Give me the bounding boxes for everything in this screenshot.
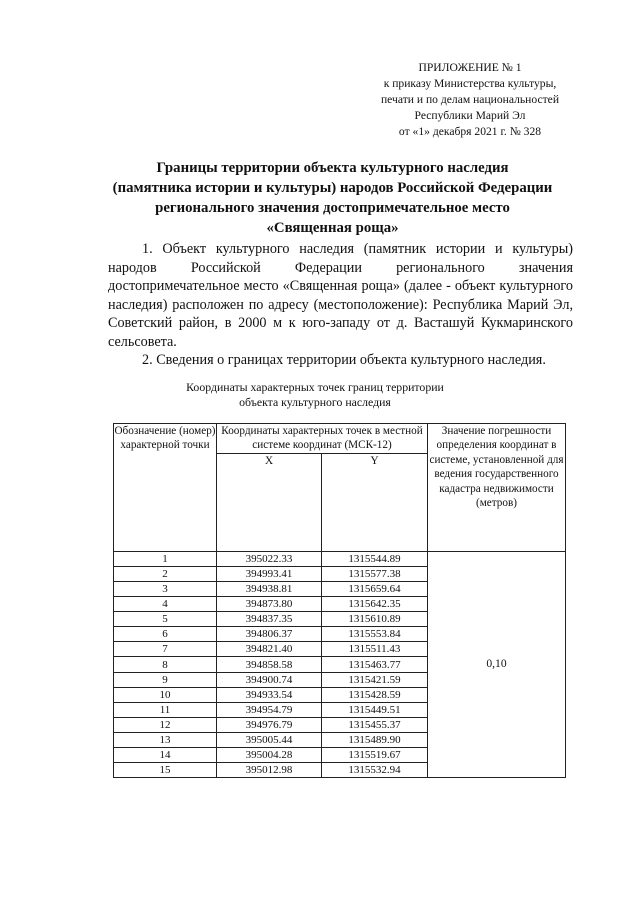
x-coordinate-cell: 394837.35 bbox=[217, 612, 322, 627]
x-coordinate-cell: 394873.80 bbox=[217, 597, 322, 612]
y-coordinate-cell: 1315421.59 bbox=[322, 672, 428, 687]
x-coordinate-cell: 394806.37 bbox=[217, 627, 322, 642]
point-number-cell: 12 bbox=[114, 717, 217, 732]
y-coordinate-cell: 1315532.94 bbox=[322, 763, 428, 778]
y-coordinate-cell: 1315455.37 bbox=[322, 717, 428, 732]
header-y: Y bbox=[322, 453, 428, 551]
point-number-cell: 9 bbox=[114, 672, 217, 687]
x-coordinate-cell: 395012.98 bbox=[217, 763, 322, 778]
point-number-cell: 6 bbox=[114, 627, 217, 642]
appendix-date: от «1» декабря 2021 г. № 328 bbox=[398, 125, 542, 138]
point-number-cell: 5 bbox=[114, 612, 217, 627]
document-title bbox=[60, 158, 605, 238]
y-coordinate-cell: 1315463.77 bbox=[322, 657, 428, 672]
coordinates-table bbox=[113, 423, 566, 778]
point-number-cell: 7 bbox=[114, 642, 217, 657]
point-number-cell: 8 bbox=[114, 657, 217, 672]
point-number-cell: 11 bbox=[114, 702, 217, 717]
point-number-cell: 3 bbox=[114, 582, 217, 597]
header-x: X bbox=[217, 453, 322, 551]
table-row bbox=[114, 551, 566, 566]
point-number-cell: 1 bbox=[114, 551, 217, 566]
appendix-header bbox=[360, 60, 580, 140]
document-body bbox=[108, 240, 573, 370]
point-number-cell: 13 bbox=[114, 732, 217, 747]
x-coordinate-cell: 394933.54 bbox=[217, 687, 322, 702]
y-coordinate-cell: 1315610.89 bbox=[322, 612, 428, 627]
x-coordinate-cell: 394858.58 bbox=[217, 657, 322, 672]
appendix-line: печати и по делам национальностей bbox=[380, 93, 560, 106]
y-coordinate-cell: 1315553.84 bbox=[322, 627, 428, 642]
x-coordinate-cell: 394993.41 bbox=[217, 566, 322, 581]
title-line: «Священная роща» bbox=[266, 220, 399, 236]
header-accuracy: Значение погрешности определения координат в системе, установленной для ведения государственного кадастра недвижимости (метров) bbox=[428, 424, 566, 552]
y-coordinate-cell: 1315659.64 bbox=[322, 582, 428, 597]
y-coordinate-cell: 1315428.59 bbox=[322, 687, 428, 702]
x-coordinate-cell: 394938.81 bbox=[217, 582, 322, 597]
x-coordinate-cell: 395005.44 bbox=[217, 732, 322, 747]
title-line: (памятника истории и культуры) народов Российской Федерации bbox=[112, 180, 553, 196]
header-coordinates: Координаты характерных точек в местной системе координат (МСК-12) bbox=[217, 424, 428, 454]
table-caption bbox=[150, 380, 480, 410]
y-coordinate-cell: 1315577.38 bbox=[322, 566, 428, 581]
point-number-cell: 4 bbox=[114, 597, 217, 612]
caption-line: объекта культурного наследия bbox=[239, 395, 391, 409]
appendix-line: Республики Марий Эл bbox=[414, 109, 526, 122]
point-number-cell: 14 bbox=[114, 748, 217, 763]
y-coordinate-cell: 1315519.67 bbox=[322, 748, 428, 763]
y-coordinate-cell: 1315449.51 bbox=[322, 702, 428, 717]
point-number-cell: 2 bbox=[114, 566, 217, 581]
caption-line: Координаты характерных точек границ территории bbox=[186, 380, 444, 394]
point-number-cell: 10 bbox=[114, 687, 217, 702]
x-coordinate-cell: 395004.28 bbox=[217, 748, 322, 763]
header-point-number: Обозначение (номер) характерной точки bbox=[114, 424, 217, 552]
x-coordinate-cell: 394954.79 bbox=[217, 702, 322, 717]
x-coordinate-cell: 394976.79 bbox=[217, 717, 322, 732]
appendix-title: ПРИЛОЖЕНИЕ № 1 bbox=[418, 61, 522, 74]
accuracy-cell: 0,10 bbox=[428, 551, 566, 777]
paragraph-1: 1. Объект культурного наследия (памятник истории и культуры) народов Российской Федерации регионального значения достопримечательное место «Священная роща» (далее - объект культурного наследия) расположен по адресу (местоположение): Республика Марий Эл, Советский район, в 2000 м к юго-западу от д. Васташуй Кукмаринского сельсовета. bbox=[108, 241, 573, 350]
appendix-line: к приказу Министерства культуры, bbox=[383, 77, 557, 90]
x-coordinate-cell: 395022.33 bbox=[217, 551, 322, 566]
title-line: Границы территории объекта культурного наследия bbox=[156, 160, 509, 176]
title-line: регионального значения достопримечательное место bbox=[155, 200, 510, 216]
y-coordinate-cell: 1315511.43 bbox=[322, 642, 428, 657]
y-coordinate-cell: 1315489.90 bbox=[322, 732, 428, 747]
x-coordinate-cell: 394821.40 bbox=[217, 642, 322, 657]
y-coordinate-cell: 1315544.89 bbox=[322, 551, 428, 566]
paragraph-2: 2. Сведения о границах территории объекта культурного наследия. bbox=[142, 352, 546, 368]
point-number-cell: 15 bbox=[114, 763, 217, 778]
y-coordinate-cell: 1315642.35 bbox=[322, 597, 428, 612]
x-coordinate-cell: 394900.74 bbox=[217, 672, 322, 687]
